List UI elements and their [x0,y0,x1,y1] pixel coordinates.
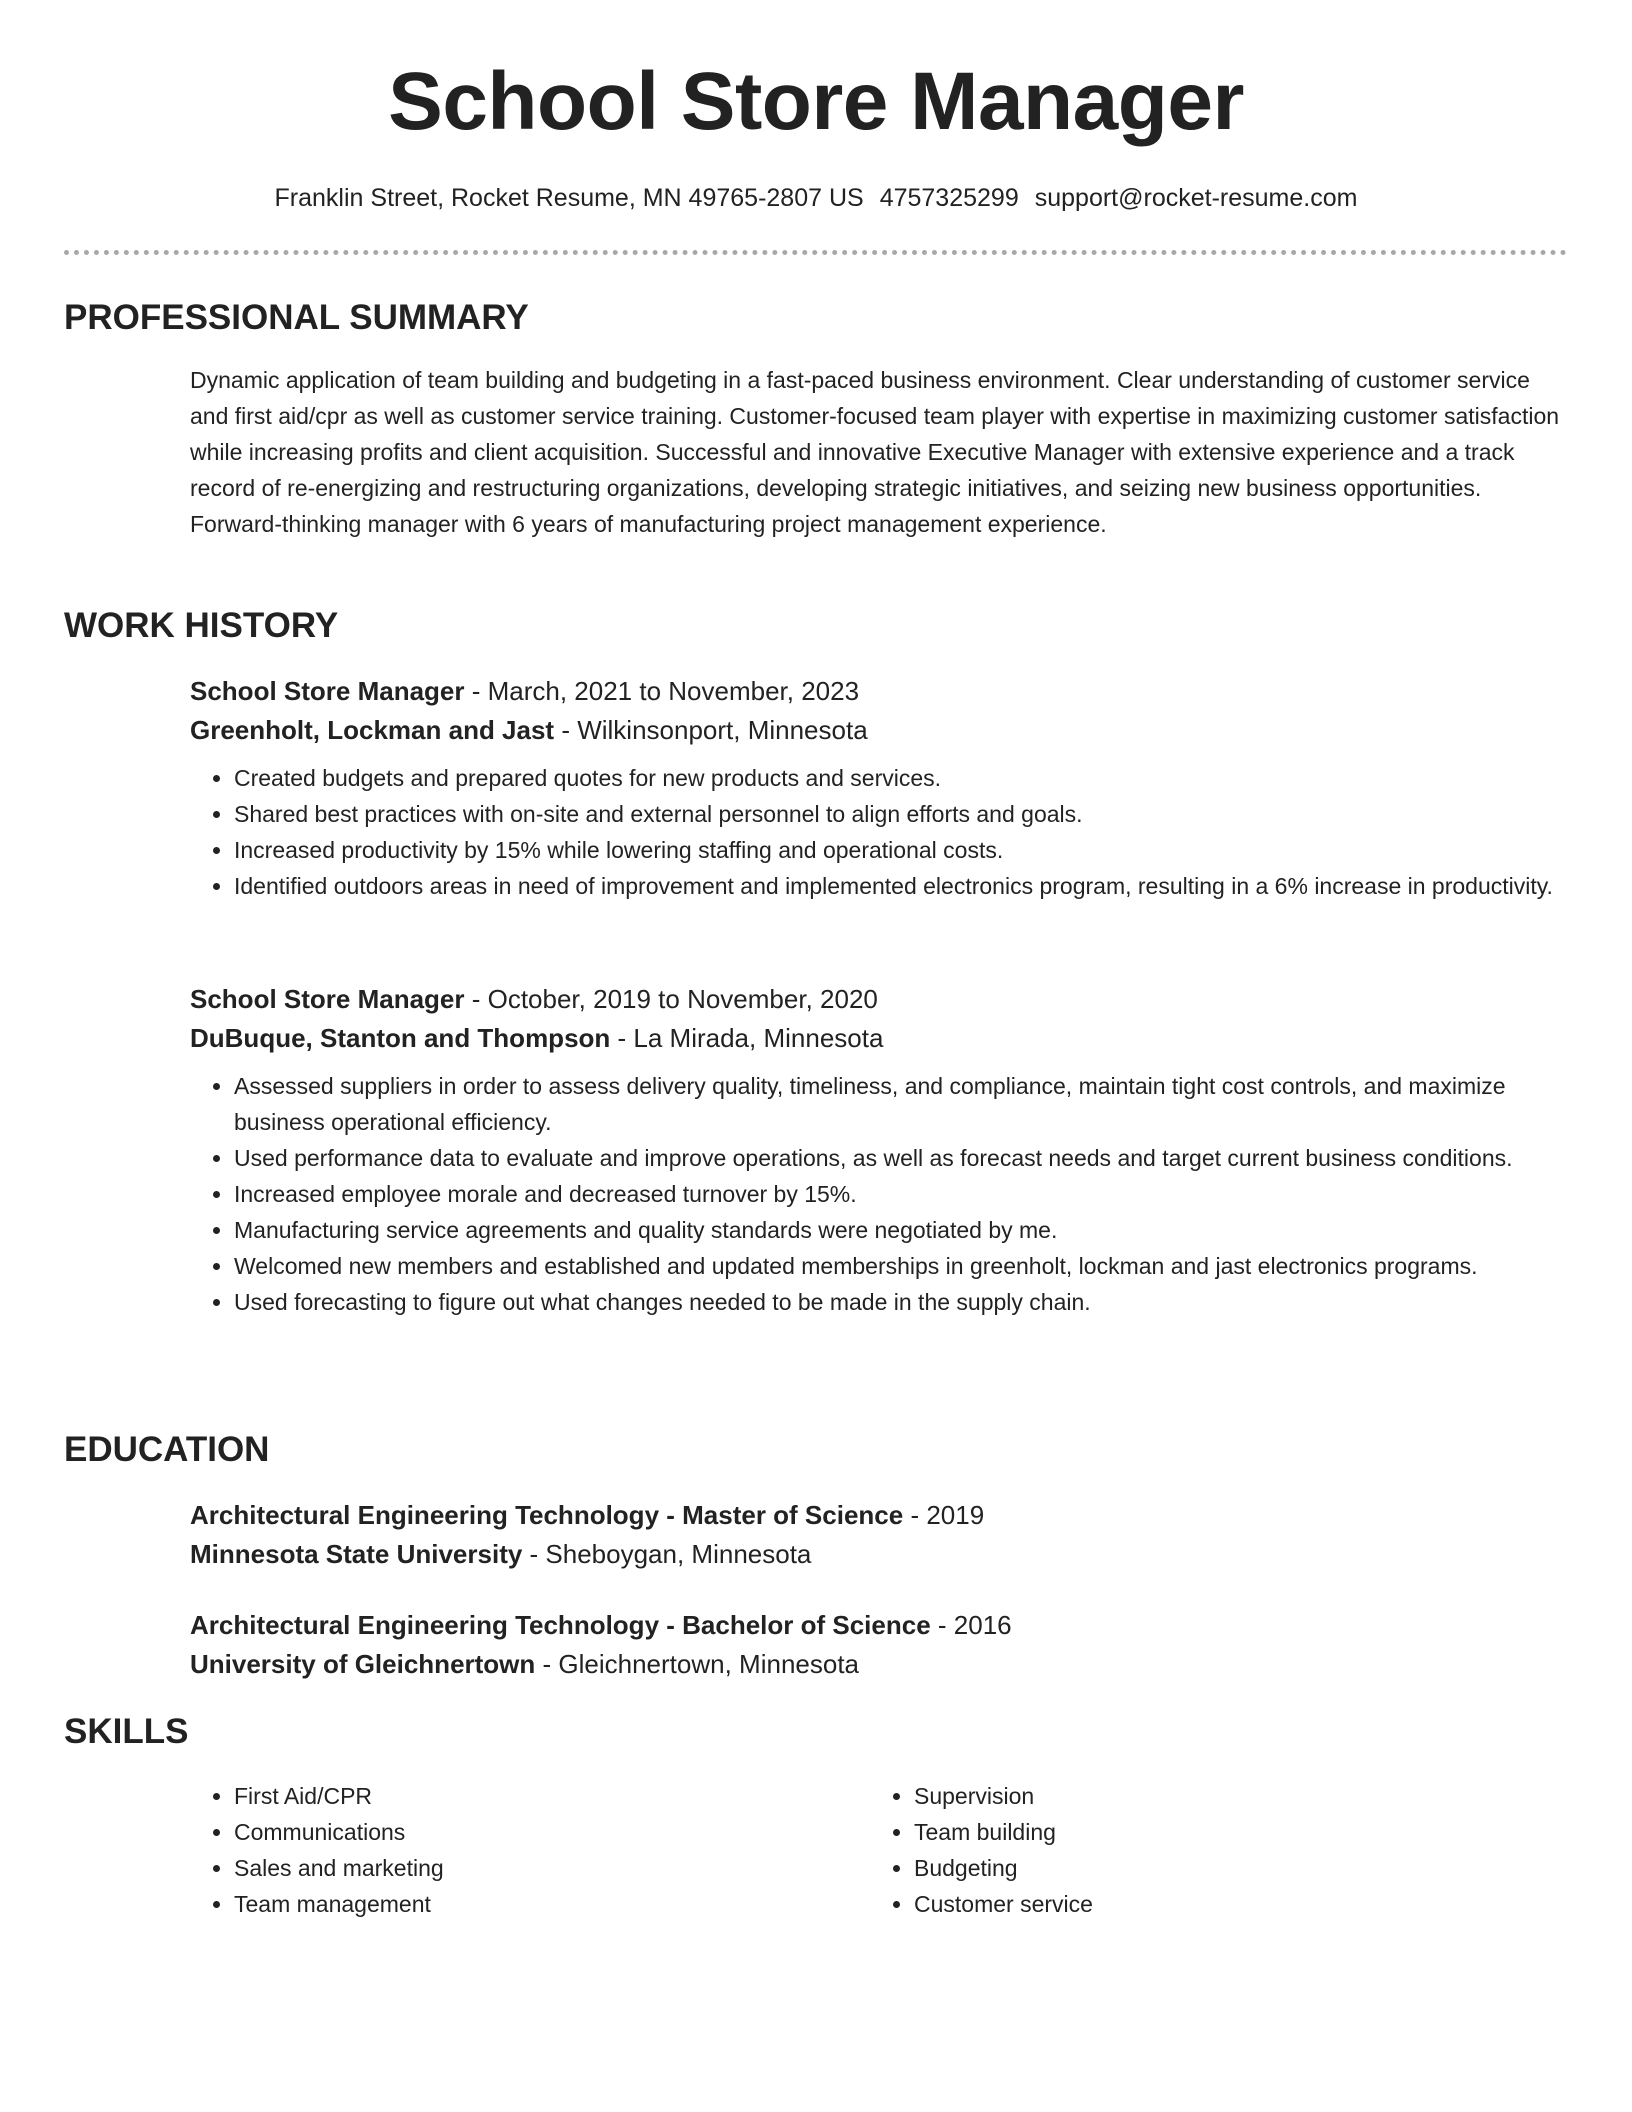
list-item: • Supervision [914,1778,1470,1814]
job-dates: - March, 2021 to November, 2023 [464,676,860,706]
address: Franklin Street, Rocket Resume, MN 49765-2807 US [274,184,864,212]
skills-heading: SKILLS [64,1712,189,1751]
degree-year: - 2019 [903,1500,985,1530]
skills-column-left [190,1778,790,1922]
list-item: • Used performance data to evaluate and improve operations, as well as forecast needs and target current business conditions. [234,1140,1570,1176]
list-item: • Customer service [914,1886,1470,1922]
skills-list-left [190,1778,790,1922]
job-entry-1 [190,672,1570,904]
list-item: • Sales and marketing [234,1850,790,1886]
school-line [190,1645,1570,1684]
contact-line [0,180,1632,216]
list-item: • Created budgets and prepared quotes for new products and services. [234,760,1570,796]
summary-text: Dynamic application of team building and budgeting in a fast-paced business environment. Clear understanding of customer service and first aid/cpr as well as customer service training. Customer-focused team player with expertise in maximizing customer satisfaction while increasing profits and client acquisition. Successful and innovative Executive Manager with extensive experience and a track record of re-energizing and restructuring organizations, developing strategic initiatives, and seizing new business opportunities. Forward-thinking manager with 6 years of manufacturing project management experience. [190,367,1560,537]
job-role: School Store Manager [190,676,465,706]
email: support@rocket-resume.com [1034,184,1358,212]
list-item: • Budgeting [914,1850,1470,1886]
education-entry-1 [190,1496,1570,1574]
job-location: - La Mirada, Minnesota [610,1023,884,1053]
list-item: • Increased productivity by 15% while lowering staffing and operational costs. [234,832,1570,868]
job-bullets [190,760,1570,904]
school-location: - Sheboygan, Minnesota [522,1539,812,1569]
candidate-name: School Store Manager [388,56,1244,147]
job-company-line [190,1019,1570,1058]
list-item: • Used forecasting to figure out what changes needed to be made in the supply chain. [234,1284,1570,1320]
degree: Architectural Engineering Technology - Master of Science [190,1500,904,1530]
school: University of Gleichnertown [190,1649,536,1679]
job-bullets [190,1068,1570,1320]
education-heading: EDUCATION [64,1430,270,1469]
job-company-line [190,711,1570,750]
list-item: • Welcomed new members and established and updated memberships in greenholt, lockman and jast electronics programs. [234,1248,1570,1284]
work-history-heading: WORK HISTORY [64,606,339,645]
skills-list-right [870,1778,1470,1922]
school: Minnesota State University [190,1539,523,1569]
skills-column-right [870,1778,1470,1922]
job-title-line [190,672,1570,711]
job-company: Greenholt, Lockman and Jast [190,715,555,745]
list-item: • Assessed suppliers in order to assess delivery quality, timeliness, and compliance, maintain tight cost controls, and maximize business operational efficiency. [234,1068,1570,1140]
job-role: School Store Manager [190,984,465,1014]
list-item: • Team management [234,1886,790,1922]
list-item: • Team building [914,1814,1470,1850]
list-item: • Increased employee morale and decreased turnover by 15%. [234,1176,1570,1212]
summary-heading: PROFESSIONAL SUMMARY [64,298,529,337]
header-divider [64,250,1567,255]
list-item: • Manufacturing service agreements and quality standards were negotiated by me. [234,1212,1570,1248]
list-item: • First Aid/CPR [234,1778,790,1814]
school-location: - Gleichnertown, Minnesota [535,1649,860,1679]
education-entry-2 [190,1606,1570,1684]
job-dates: - October, 2019 to November, 2020 [464,984,878,1014]
school-line [190,1535,1570,1574]
degree-line [190,1606,1570,1645]
phone: 4757325299 [879,184,1019,212]
job-location: - Wilkinsonport, Minnesota [554,715,868,745]
job-entry-2 [190,980,1570,1320]
degree-line [190,1496,1570,1535]
list-item: • Shared best practices with on-site and external personnel to align efforts and goals. [234,796,1570,832]
job-company: DuBuque, Stanton and Thompson [190,1023,611,1053]
job-title-line [190,980,1570,1019]
list-item: • Communications [234,1814,790,1850]
list-item: • Identified outdoors areas in need of improvement and implemented electronics program, resulting in a 6% increase in productivity. [234,868,1570,904]
degree: Architectural Engineering Technology - Bachelor of Science [190,1610,931,1640]
degree-year: - 2016 [930,1610,1012,1640]
